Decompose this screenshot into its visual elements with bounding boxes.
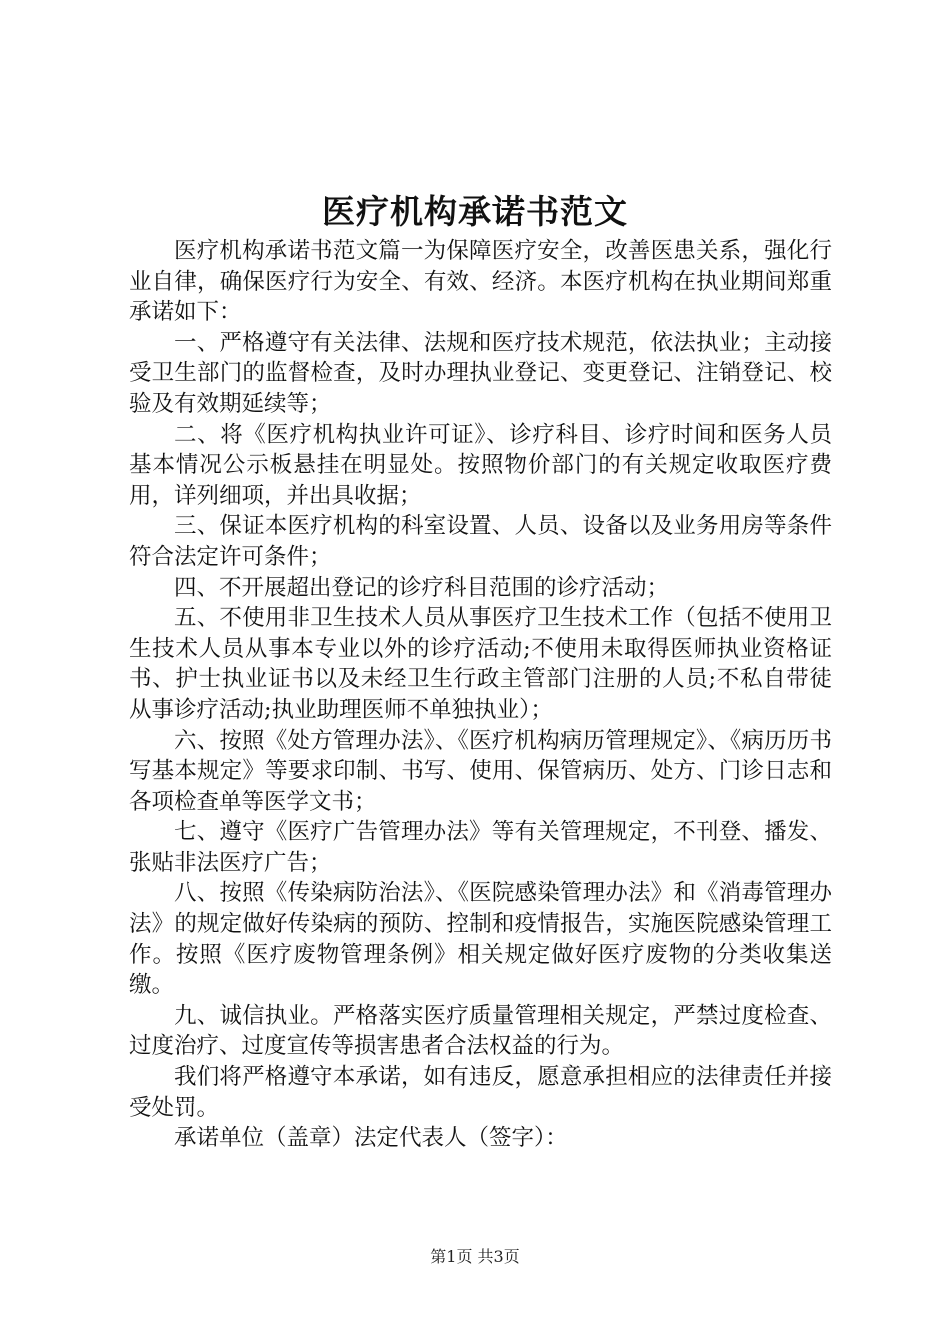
paragraph-pledge: 我们将严格遵守本承诺，如有违反，愿意承担相应的法律责任并接受处罚。 [129, 1064, 832, 1121]
paragraph-item-8: 八、按照《传染病防治法》、《医院感染管理办法》和《消毒管理办法》的规定做好传染病的预防、控制和疫情报告，实施医院感染管理工作。按照《医疗废物管理条例》相关规定做好医疗废物的分类收集送缴。 [129, 880, 832, 999]
paragraph-intro: 医疗机构承诺书范文篇一为保障医疗安全，改善医患关系，强化行业自律，确保医疗行为安全、有效、经济。本医疗机构在执业期间郑重承诺如下： [129, 238, 832, 326]
paragraph-item-3: 三、保证本医疗机构的科室设置、人员、设备以及业务用房等条件符合法定许可条件； [129, 513, 832, 570]
document-body [129, 236, 832, 1154]
document-title: 医疗机构承诺书范文 [322, 192, 628, 231]
paragraph-item-7: 七、遵守《医疗广告管理办法》等有关管理规定，不刊登、播发、张贴非法医疗广告； [129, 819, 832, 876]
paragraph-item-2: 二、将《医疗机构执业许可证》、诊疗科目、诊疗时间和医务人员基本情况公示板悬挂在明显处。按照物价部门的有关规定收取医疗费用，详列细项，并出具收据； [129, 421, 832, 509]
paragraph-item-1: 一、严格遵守有关法律、法规和医疗技术规范，依法执业；主动接受卫生部门的监督检查，及时办理执业登记、变更登记、注销登记、校验及有效期延续等； [129, 329, 832, 417]
paragraph-signature-line: 承诺单位（盖章）法定代表人（签字）： [174, 1125, 568, 1152]
page-number-footer: 第1页 共3页 [430, 1247, 520, 1266]
paragraph-item-5: 五、不使用非卫生技术人员从事医疗卫生技术工作（包括不使用卫生技术人员从事本专业以外的诊疗活动;不使用未取得医师执业资格证书、护士执业证书以及未经卫生行政主管部门注册的人员;不私自带徒从事诊疗活动;执业助理医师不单独执业）； [129, 605, 832, 723]
paragraph-item-4: 四、不开展超出登记的诊疗科目范围的诊疗活动； [174, 574, 670, 601]
paragraph-item-6: 六、按照《处方管理办法》、《医疗机构病历管理规定》、《病历历书写基本规定》等要求印制、书写、使用、保管病历、处方、门诊日志和各项检查单等医学文书； [129, 727, 832, 815]
paragraph-item-9: 九、诚信执业。严格落实医疗质量管理相关规定，严禁过度检查、过度治疗、过度宣传等损害患者合法权益的行为。 [129, 1002, 832, 1060]
